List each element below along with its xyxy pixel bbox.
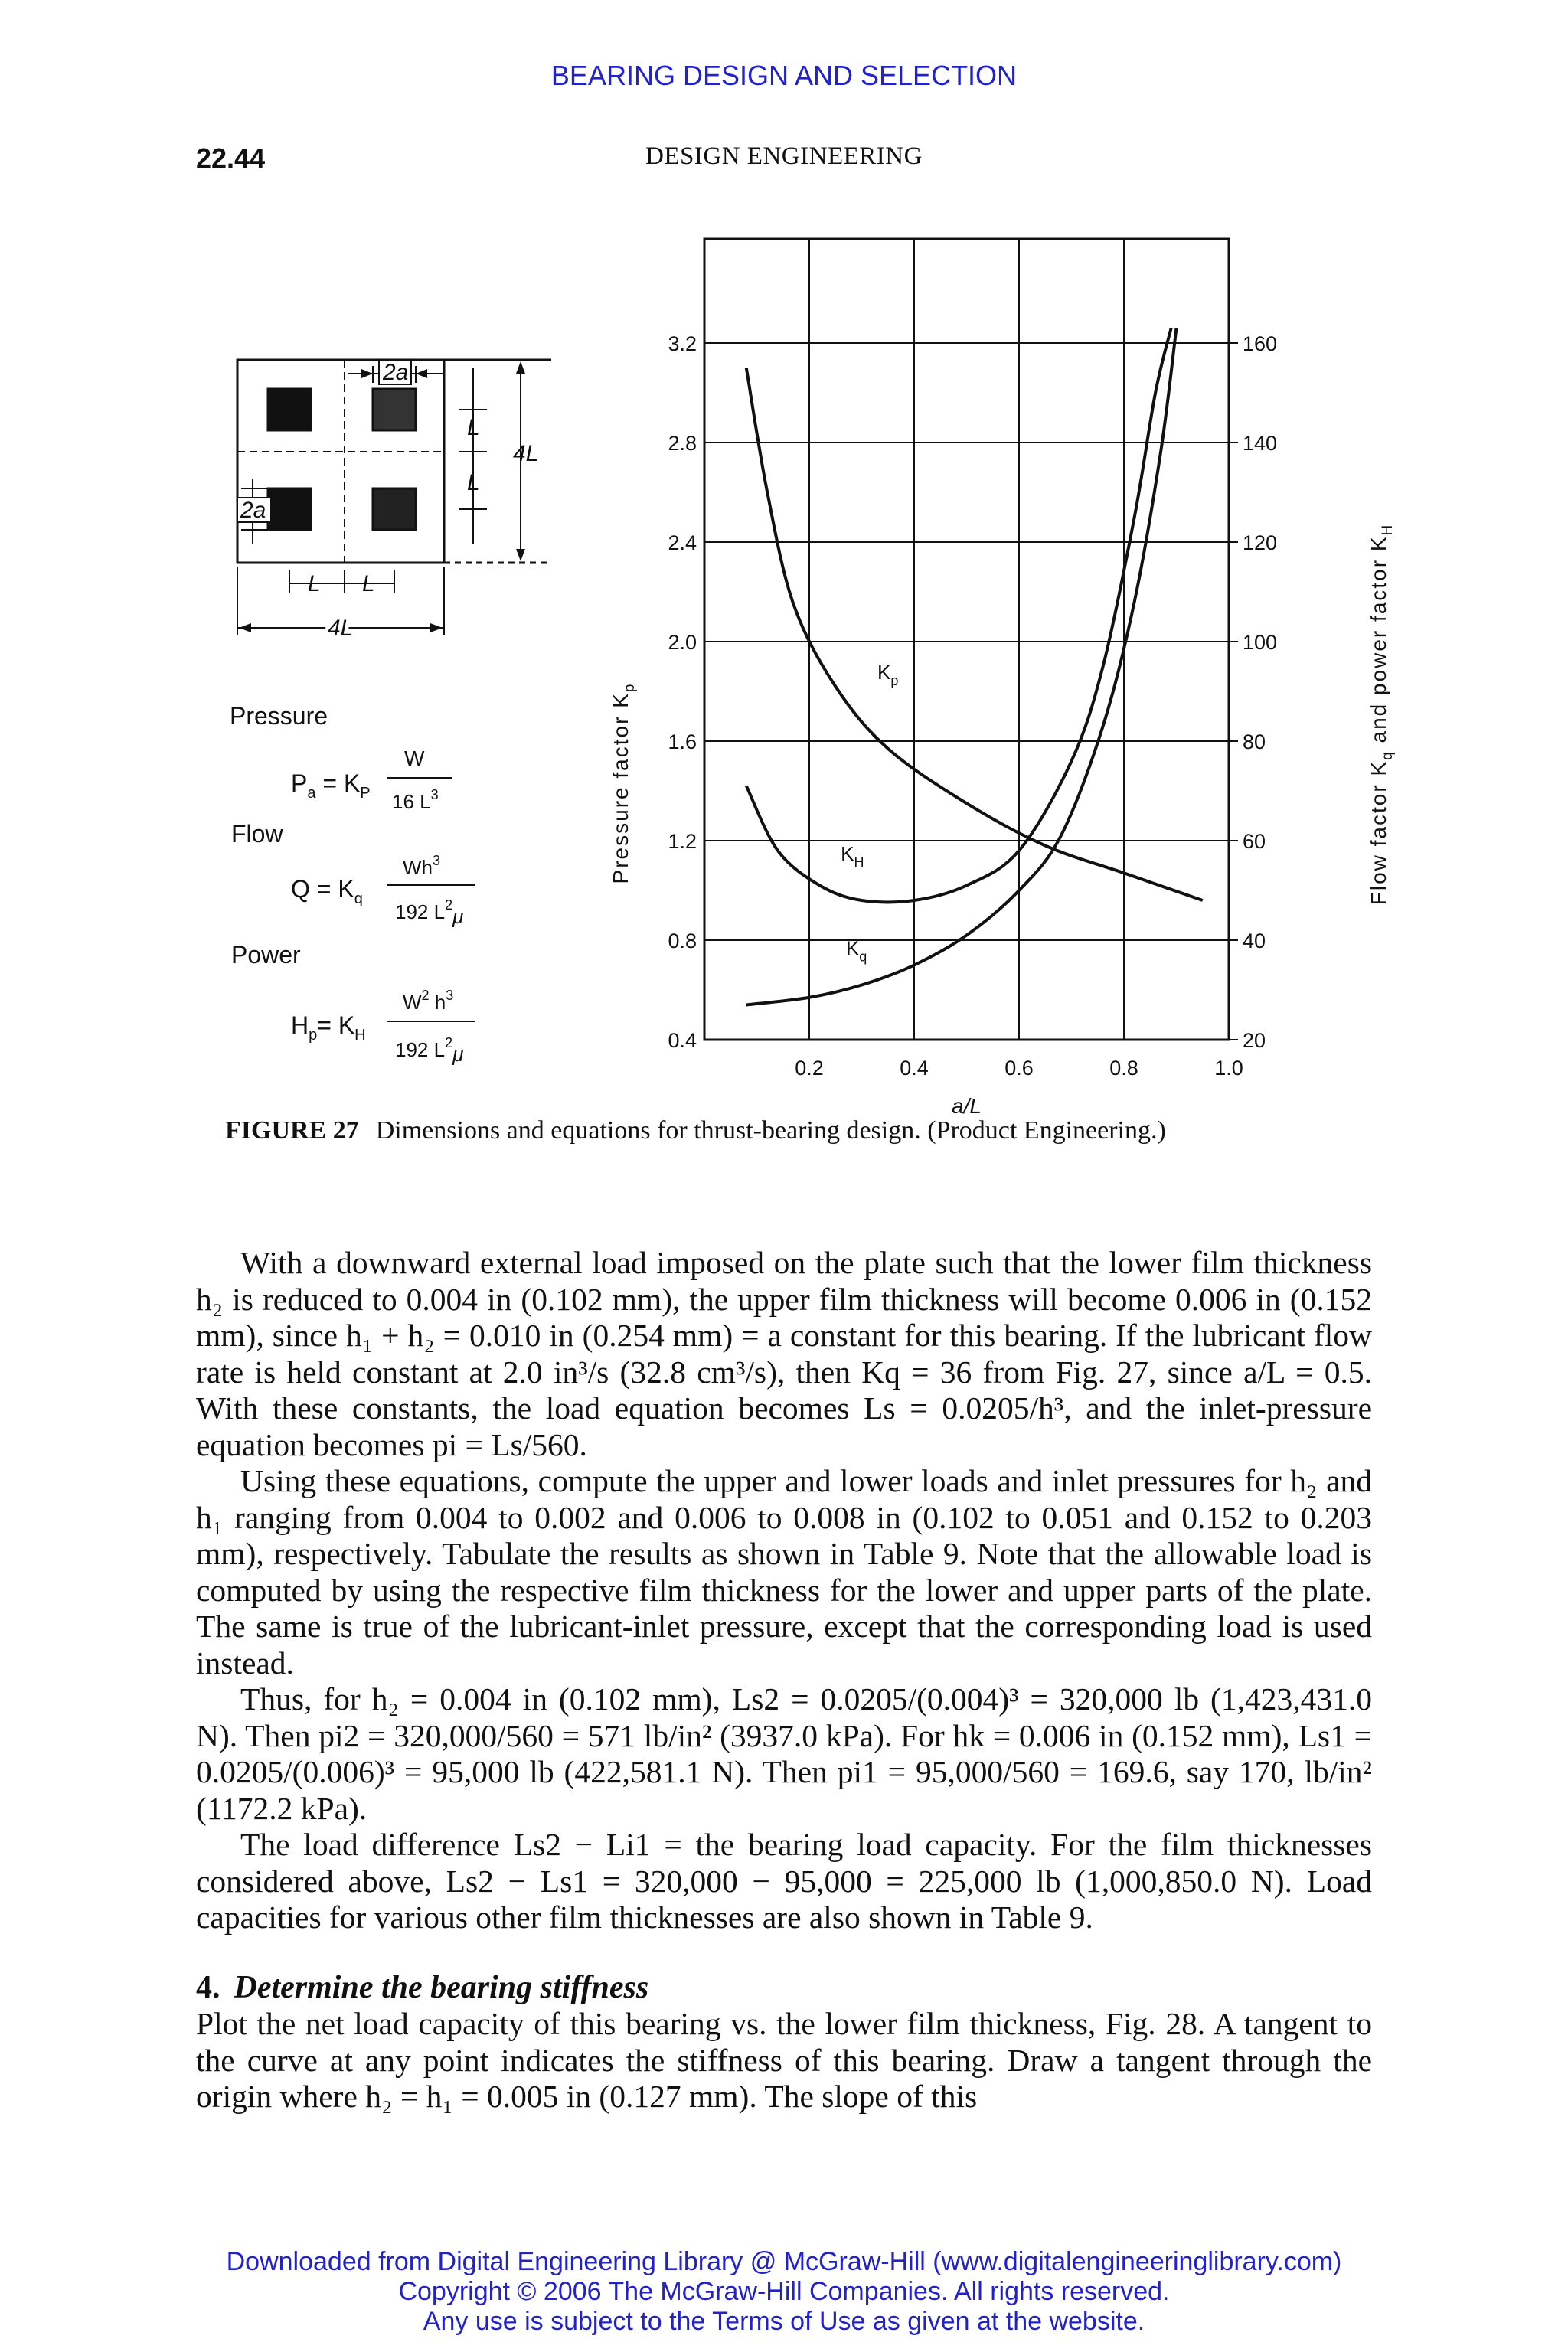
y-right-tick-label: 160 <box>1243 332 1278 355</box>
y-left-tick-label: 3.2 <box>668 332 697 355</box>
y-right-tick-label: 80 <box>1243 730 1266 753</box>
pad-top-right <box>373 389 416 430</box>
footer-line-1[interactable]: Downloaded from Digital Engineering Library @ McGraw-Hill (www.digitalengineeringlibrary.com) <box>226 2247 1342 2276</box>
x-tick-label: 1.0 <box>1214 1057 1243 1080</box>
series-q-curve <box>746 328 1177 1005</box>
series-p-curve <box>746 368 1203 901</box>
pad-bottom-right <box>373 488 416 530</box>
paragraph-4: The load difference Ls2 − Li1 = the bearing load capacity. For the film thicknesses considered above, Ls2 − Ls1 = 320,000 − 95,000 = 225,000 lb (1,000,850.0 N). Load capacities for various other film thicknesses are also shown in Table 9. <box>196 1827 1372 1935</box>
footer <box>0 2247 1568 2337</box>
y-right-axis-label: Flow factor $K_q$ and power factor $K_H$ <box>1367 523 1396 906</box>
x-tick-label: 0.4 <box>900 1057 929 1080</box>
dim-L-bottom-1: L <box>308 571 321 596</box>
svg-text:192 L2μ: 192 $L^2\mu$ <box>395 1035 464 1066</box>
y-left-tick-label: 0.4 <box>668 1029 697 1052</box>
plot-frame <box>704 239 1229 1040</box>
body-text-block-1 <box>196 1245 1372 1936</box>
y-left-tick-label: 2.0 <box>668 631 697 654</box>
pressure-label: Pressure <box>230 702 328 730</box>
series-H-label: $K_H$ <box>841 842 864 870</box>
dim-L-bottom-2: L <box>362 571 375 596</box>
svg-text:W2 h3: $W^2$ $h^3$ <box>403 988 454 1014</box>
svg-text:Pa = KP: $P_a = K_P$ <box>291 769 371 802</box>
bearing-equations <box>230 702 475 1066</box>
series-q-label: $K_q$ <box>845 936 867 965</box>
running-head: DESIGN ENGINEERING <box>645 142 923 170</box>
body-text-block-2 <box>196 2006 1372 2115</box>
section-number: 4. <box>196 1970 220 2005</box>
y-left-tick-label: 0.8 <box>668 929 697 952</box>
x-axis-label: a/L <box>952 1094 982 1118</box>
section-heading <box>196 1969 648 2006</box>
y-right-tick-label: 100 <box>1243 631 1278 654</box>
pad-top-left <box>268 389 311 430</box>
svg-text:Wh3: Wh$^3$ <box>403 853 441 879</box>
figure-caption <box>225 1116 1166 1145</box>
y-right-tick-label: 20 <box>1243 1029 1266 1052</box>
paragraph-5: Plot the net load capacity of this bearing vs. the lower film thickness, Fig. 28. A tangent to the curve at any point indicates the stiffness of this bearing. Draw a tangent through the origin where h₂ = h₁ = 0.005 in (0.127 mm). The slope of this <box>196 2006 1372 2114</box>
dim-4L-bottom: 4L <box>328 616 354 641</box>
page-number: 22.44 <box>196 142 266 174</box>
factor-chart <box>609 239 1396 1118</box>
footer-line-2: Copyright © 2006 The McGraw-Hill Companies. All rights reserved. <box>398 2277 1170 2306</box>
y-left-tick-label: 1.2 <box>668 830 697 853</box>
x-tick-label: 0.2 <box>795 1057 824 1080</box>
figure-27 <box>214 230 1396 1118</box>
dim-2a-top: 2a <box>383 360 409 385</box>
top-banner-link[interactable]: BEARING DESIGN AND SELECTION <box>550 60 1018 91</box>
dim-4L-right: 4L <box>513 441 539 466</box>
y-left-axis-label: Pressure factor $K_p$ <box>609 682 638 884</box>
flow-label: Flow <box>231 820 283 848</box>
section-title: Determine the bearing stiffness <box>234 1970 649 2005</box>
svg-text:192 L2μ: 192 $L^2\mu$ <box>395 897 464 928</box>
pad-bottom-left <box>268 488 311 530</box>
dim-2a-left: 2a <box>240 498 266 523</box>
x-tick-label: 0.8 <box>1109 1057 1138 1080</box>
dim-L-2: L <box>467 470 480 495</box>
paragraph-1: With a downward external load imposed on the plate such that the lower film thickness h₂ is reduced to 0.004 in (0.102 mm), the upper film thickness will become 0.006 in (0.152 mm), since h₁ + h₂ = 0.010 in (0.254 mm) = a constant for this bearing. If the lubricant flow rate is held constant at 2.0 in³/s (32.8 cm³/s), then Kq = 36 from Fig. 27, since a/L = 0.5. With these constants, the load equation becomes Ls = 0.0205/h³, and the inlet-pressure equation becomes pi = Ls/560. <box>196 1245 1372 1462</box>
paragraph-3: Thus, for h₂ = 0.004 in (0.102 mm), Ls2 = 0.0205/(0.004)³ = 320,000 lb (1,423,431.0 N). Then pi2 = 320,000/560 = 571 lb/in² (3937.0 kPa). For hk = 0.006 in (0.152 mm), Ls1 = 0.0205/(0.006)³ = 95,000 lb (422,581.1 N). Then pi1 = 95,000/560 = 169.6, say 170, lb/in² (1172.2 kPa). <box>196 1681 1372 1826</box>
bearing-plate-diagram <box>237 360 551 635</box>
series-p-label: $K_p$ <box>877 660 899 688</box>
y-right-tick-label: 120 <box>1243 531 1278 554</box>
svg-text:Hp= KH: $H_p= K_H$ <box>291 1011 366 1044</box>
caption-text: Dimensions and equations for thrust-bearing design. (Product Engineering.) <box>375 1116 1166 1145</box>
dim-L-1: L <box>467 415 480 440</box>
svg-text:16 L3: 16 $L^3$ <box>392 787 439 813</box>
y-left-tick-label: 2.8 <box>668 432 697 455</box>
footer-line-3: Any use is subject to the Terms of Use as given at the website. <box>423 2307 1145 2336</box>
caption-label: FIGURE 27 <box>225 1116 359 1145</box>
y-right-tick-label: 40 <box>1243 929 1266 952</box>
y-right-tick-label: 140 <box>1243 432 1278 455</box>
svg-text:W: W <box>404 746 425 770</box>
paragraph-2: Using these equations, compute the upper and lower loads and inlet pressures for h₂ and h₁ ranging from 0.004 to 0.002 and 0.006 to 0.008 in (0.102 to 0.051 and 0.152 to 0.203 mm), respectively. Tabulate the results as shown in Table 9. Note that the allowable load is computed by using the respective film thickness for the lower and upper parts of the plate. The same is true of the lubricant-inlet pressure, except that the corresponding load is used instead. <box>196 1463 1372 1681</box>
y-right-tick-label: 60 <box>1243 830 1266 853</box>
power-label: Power <box>231 941 301 969</box>
y-left-tick-label: 2.4 <box>668 531 697 554</box>
x-tick-label: 0.6 <box>1004 1057 1034 1080</box>
y-left-tick-label: 1.6 <box>668 730 697 753</box>
svg-text:Q = Kq: $Q = K_q$ <box>291 875 363 907</box>
series-H-curve <box>746 328 1171 903</box>
